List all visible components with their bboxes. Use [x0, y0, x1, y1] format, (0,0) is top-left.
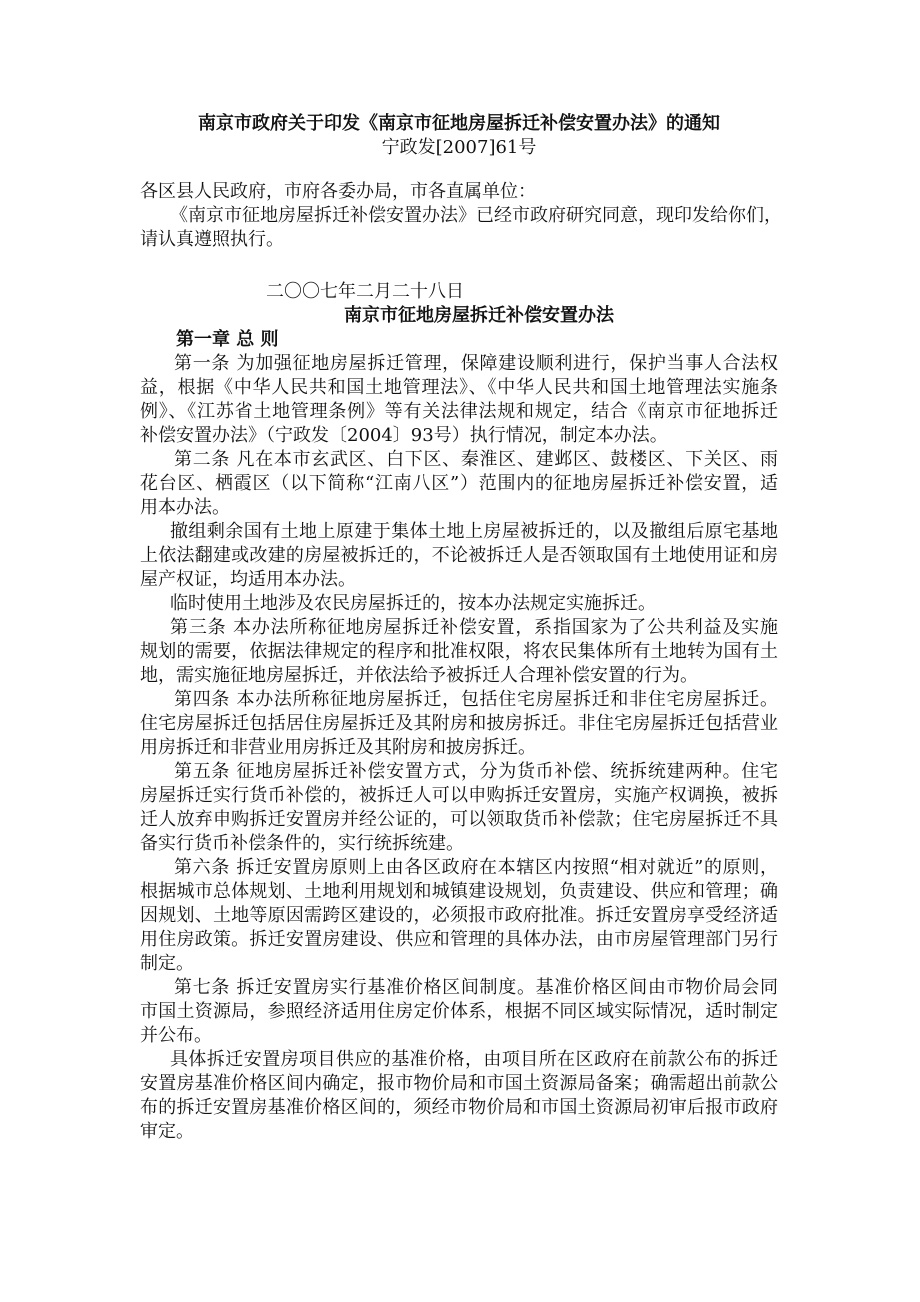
document-number: 宁政发[2007]61号	[381, 137, 537, 158]
article-paragraph	[140, 760, 778, 856]
paragraph-line: 第二条 凡在本市玄武区、白下区、秦淮区、建邺区、鼓楼区、下关区、雨	[174, 449, 778, 470]
paragraph-line: 制定。	[140, 953, 194, 974]
paragraph-line: 第五条 征地房屋拆迁补偿安置方式，分为货币补偿、统拆统建两种。住宅	[174, 761, 778, 782]
paragraph-line: 补偿安置办法》（宁政发〔2004〕93号）执行情况，制定本办法。	[140, 425, 668, 446]
paragraph-line: 因规划、土地等原因需跨区建设的，必须报市政府批准。拆迁安置房享受经济适	[140, 905, 778, 926]
paragraph-line: 第三条 本办法所称征地房屋拆迁补偿安置，系指国家为了公共利益及实施	[170, 617, 778, 638]
paragraph-line: 撤组剩余国有土地上原建于集体土地上房屋被拆迁的，以及撤组后原宅基地	[170, 521, 778, 542]
article-paragraph	[140, 448, 778, 520]
paragraph-line: 用本办法。	[140, 497, 230, 518]
notice-body-line: 请认真遵照执行。	[140, 229, 284, 250]
paragraph-line: 市国土资源局，参照经济适用住房定价体系，根据不同区域实际情况，适时制定	[140, 1001, 778, 1022]
article-paragraph	[140, 856, 778, 976]
regulation-articles	[140, 352, 778, 1144]
paragraph-line: 用住房政策。拆迁安置房建设、供应和管理的具体办法，由市房屋管理部门另行	[140, 929, 778, 950]
notice-body-line: 《南京市征地房屋拆迁补偿安置办法》已经市政府研究同意，现印发给你们，	[170, 205, 782, 226]
paragraph-line: 上依法翻建或改建的房屋被拆迁的，不论被拆迁人是否领取国有土地使用证和房	[140, 545, 778, 566]
notice-title: 南京市政府关于印发《南京市征地房屋拆迁补偿安置办法》的通知	[198, 113, 720, 134]
paragraph-line: 备实行货币补偿条件的，实行统拆统建。	[140, 833, 464, 854]
paragraph-line: 并公布。	[140, 1025, 212, 1046]
paragraph-line: 例》、《江苏省土地管理条例》等有关法律法规和规定，结合《南京市征地拆迁	[140, 401, 778, 422]
article-paragraph	[140, 592, 778, 616]
paragraph-line: 益，根据《中华人民共和国土地管理法》、《中华人民共和国土地管理法实施条	[140, 377, 778, 398]
paragraph-line: 屋产权证，均适用本办法。	[140, 569, 356, 590]
paragraph-line: 迁人放弃申购拆迁安置房并经公证的，可以领取货币补偿款；住宅房屋拆迁不具	[140, 809, 778, 830]
paragraph-line: 安置房基准价格区间内确定，报市物价局和市国土资源局备案；确需超出前款公	[140, 1073, 778, 1094]
paragraph-line: 住宅房屋拆迁包括居住房屋拆迁及其附房和披房拆迁。非住宅房屋拆迁包括营业	[140, 713, 778, 734]
paragraph-line: 第一条 为加强征地房屋拆迁管理，保障建设顺利进行，保护当事人合法权	[174, 353, 778, 374]
paragraph-line: 规划的需要，依据法律规定的程序和批准权限，将农民集体所有土地转为国有土	[140, 641, 778, 662]
article-paragraph	[140, 688, 778, 760]
paragraph-line: 房屋拆迁实行货币补偿的，被拆迁人可以申购拆迁安置房，实施产权调换，被拆	[140, 785, 778, 806]
paragraph-line: 地，需实施征地房屋拆迁，并依法给予被拆迁人合理补偿安置的行为。	[140, 665, 698, 686]
article-paragraph	[140, 1048, 778, 1144]
article-paragraph	[140, 352, 778, 448]
paragraph-line: 第六条 拆迁安置房原则上由各区政府在本辖区内按照“相对就近”的原则，	[174, 857, 778, 878]
addressee: 各区县人民政府，市府各委办局，市各直属单位：	[140, 181, 536, 202]
issue-date: 二〇〇七年二月二十八日	[266, 281, 464, 302]
regulation-title: 南京市征地房屋拆迁补偿安置办法	[344, 305, 614, 326]
chapter-heading: 第一章 总 则	[176, 329, 279, 350]
paragraph-line: 根据城市总体规划、土地利用规划和城镇建设规划，负责建设、供应和管理；确	[140, 881, 778, 902]
article-paragraph	[140, 976, 778, 1048]
paragraph-line: 花台区、栖霞区（以下简称“江南八区”）范围内的征地房屋拆迁补偿安置，适	[140, 473, 778, 494]
paragraph-line: 用房拆迁和非营业用房拆迁及其附房和披房拆迁。	[140, 737, 536, 758]
paragraph-line: 第四条 本办法所称征地房屋拆迁，包括住宅房屋拆迁和非住宅房屋拆迁。	[174, 689, 778, 710]
document-page	[140, 112, 782, 1144]
paragraph-line: 第七条 拆迁安置房实行基准价格区间制度。基准价格区间由市物价局会同	[174, 977, 778, 998]
paragraph-line: 布的拆迁安置房基准价格区间的，须经市物价局和市国土资源局初审后报市政府	[140, 1097, 778, 1118]
paragraph-line: 审定。	[140, 1121, 194, 1142]
paragraph-line: 临时使用土地涉及农民房屋拆迁的，按本办法规定实施拆迁。	[170, 593, 656, 614]
paragraph-line: 具体拆迁安置房项目供应的基准价格，由项目所在区政府在前款公布的拆迁	[170, 1049, 778, 1070]
article-paragraph	[140, 616, 778, 688]
article-paragraph	[140, 520, 778, 592]
